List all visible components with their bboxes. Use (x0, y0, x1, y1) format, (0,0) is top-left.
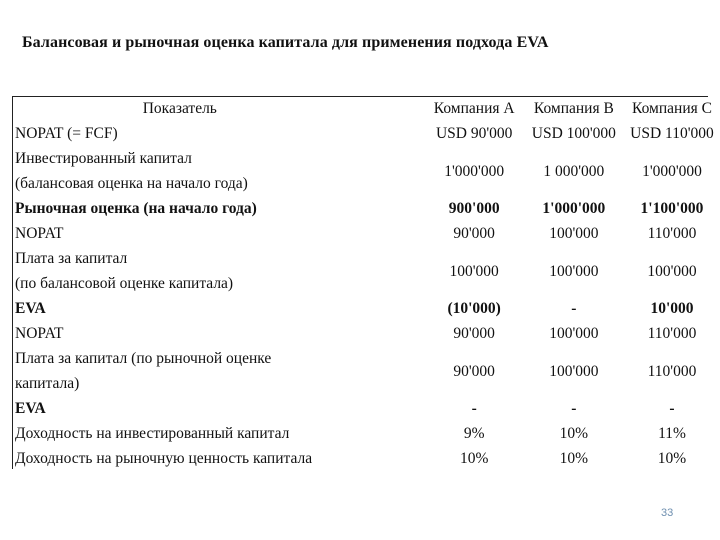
cell-company-a: (10'000) (447, 300, 501, 317)
row-label-line: (по балансовой оценке капитала) (15, 275, 234, 292)
cell-company-c: 110'000 (647, 362, 697, 380)
cell-company-c: 110'000 (647, 225, 697, 242)
cell-company-a: 90'000 (453, 225, 495, 242)
eva-table (14, 96, 720, 471)
row-label-line: капитала) (15, 375, 80, 392)
header-company-b: Компания B (533, 100, 614, 117)
table-row (14, 446, 720, 471)
row-label-line: Инвестированный капитал (15, 150, 192, 167)
table-row (14, 421, 720, 446)
cell-company-b: 1 000'000 (543, 162, 605, 180)
cell-company-a: 1'000'000 (444, 162, 505, 180)
cell-company-b: 100'000 (549, 262, 599, 280)
cell-company-a: 100'000 (449, 262, 499, 280)
cell-company-c: 100'000 (647, 262, 697, 280)
table-header-row (14, 96, 720, 121)
cell-company-a: 900'000 (448, 200, 500, 217)
row-label: Доходность на рыночную ценность капитала (15, 450, 313, 467)
row-label: NOPAT (15, 225, 64, 242)
row-label: NOPAT (15, 325, 64, 342)
slide-title: Балансовая и рыночная оценка капитала для применения подхода EVA (22, 34, 549, 51)
cell-company-a: 90'000 (453, 362, 495, 380)
header-company-a: Компания A (433, 100, 515, 117)
header-company-c: Компания C (632, 100, 712, 117)
table-row (14, 346, 720, 396)
row-label (14, 146, 425, 196)
row-label: Доходность на инвестированный капитал (15, 425, 290, 442)
cell-company-c: 10% (657, 450, 687, 467)
cell-company-c: - (669, 400, 675, 417)
table-row (14, 196, 720, 221)
cell-company-a: 90'000 (453, 325, 495, 342)
cell-company-a: - (471, 400, 477, 417)
cell-company-b: 10% (559, 425, 589, 442)
cell-company-b: - (571, 400, 577, 417)
table-row (14, 121, 720, 146)
header-indicator: Показатель (142, 100, 217, 117)
cell-company-b: 10% (559, 450, 589, 467)
cell-company-a: 10% (459, 450, 489, 467)
cell-company-c: 1'000'000 (642, 162, 702, 180)
cell-company-b: 100'000 (549, 225, 599, 242)
cell-company-b: - (571, 300, 577, 317)
cell-company-c: 110'000 (647, 325, 697, 342)
cell-company-c: USD 110'000 (630, 125, 714, 142)
row-label-line: Плата за капитал (по рыночной оценке (15, 350, 272, 367)
cell-company-a: USD 90'000 (435, 125, 513, 142)
cell-company-c: 11% (658, 425, 686, 442)
cell-company-b: 1'000'000 (542, 200, 606, 217)
cell-company-c: 10'000 (650, 300, 694, 317)
cell-company-b: 100'000 (549, 362, 599, 380)
table-row (14, 321, 720, 346)
table-row (14, 246, 720, 296)
row-label: Рыночная оценка (на начало года) (15, 200, 257, 217)
row-label-line: (балансовая оценка на начало года) (15, 175, 248, 192)
table-row (14, 296, 720, 321)
row-label-line: Плата за капитал (15, 250, 128, 267)
row-label (14, 246, 425, 296)
table-row (14, 396, 720, 421)
table-row (14, 221, 720, 246)
cell-company-c: 1'100'000 (640, 200, 704, 217)
row-label (14, 346, 425, 396)
table-row (14, 146, 720, 196)
row-label: EVA (15, 300, 46, 317)
row-label: NOPAT (= FCF) (15, 125, 118, 142)
row-label: EVA (15, 400, 46, 417)
page-number: 33 (661, 507, 674, 519)
cell-company-b: USD 100'000 (531, 125, 616, 142)
cell-company-b: 100'000 (549, 325, 599, 342)
cell-company-a: 9% (463, 425, 485, 442)
